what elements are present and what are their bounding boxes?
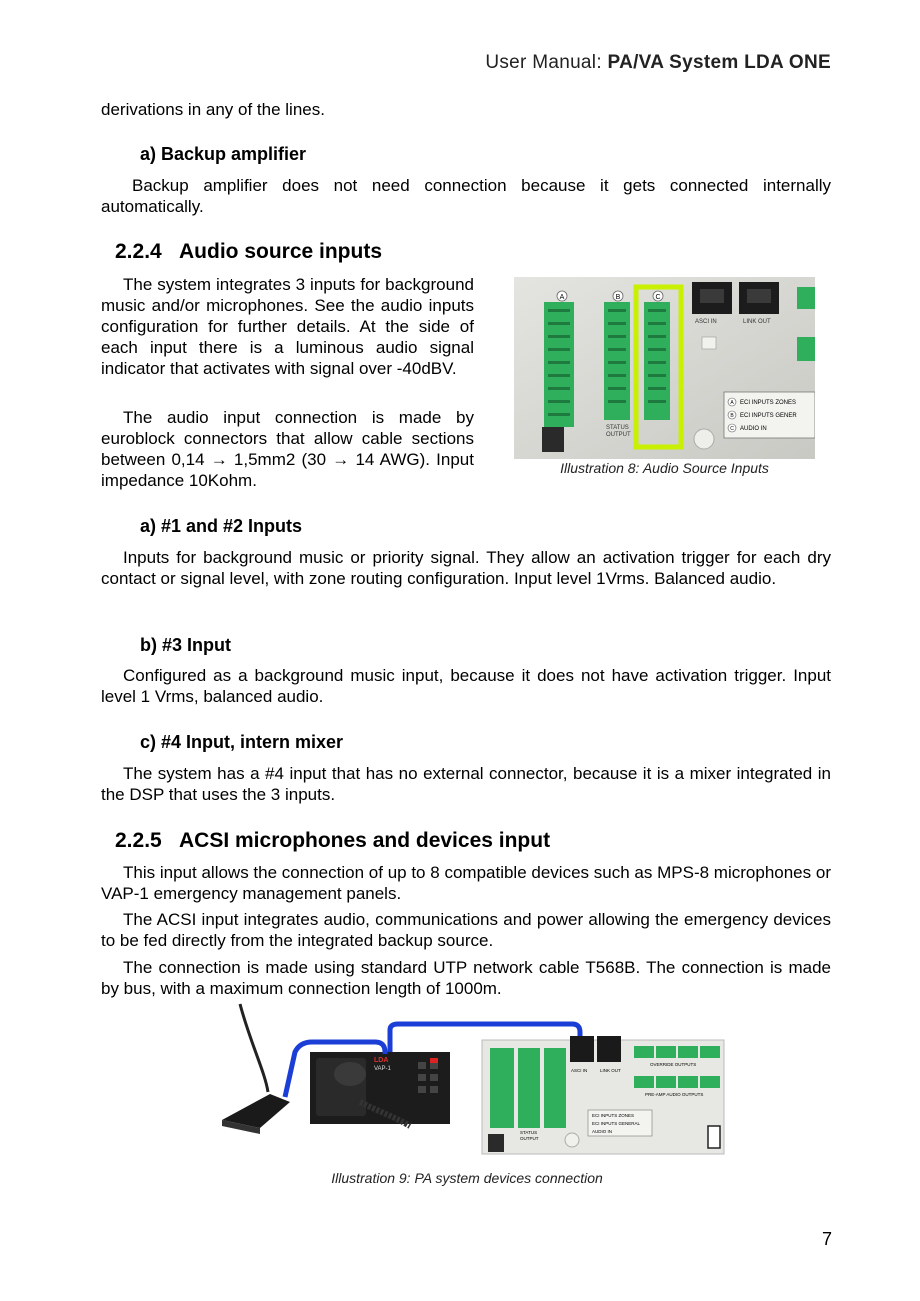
audio-source-inputs-photo [514,277,815,459]
link-out-label: LINK OUT [743,319,771,325]
legend-b-9: ECI INPUTS GENERAL [592,1121,641,1126]
override-label: OVERRIDE OUTPUTS [650,1062,697,1067]
asci-in-label: ASCI IN [695,319,717,325]
backup-heading: a) Backup amplifier [140,144,307,164]
acsi-para-2: The ACSI input integrates audio, communications and power allowing the emergency devices to be fed directly from the integrated backup source. [101,910,831,950]
output-label: OUTPUT [606,432,631,438]
svg-text:C: C [730,426,734,432]
col-b-label: B [615,294,621,301]
legend-c-9: AUDIO IN [592,1129,613,1134]
legend-b: ECI INPUTS GENER [740,413,797,419]
intro-line: derivations in any of the lines. [101,100,325,119]
vap-model: VAP-1 [374,1066,391,1072]
link-out-label-9: LINK OUT [600,1068,621,1073]
col-c-label: C [655,294,661,301]
acsi-para-1: This input allows the connection of up to 8 compatible devices such as MPS-8 microphones or VAP-1 emergency management panels. [101,863,831,903]
status-label: STATUS [606,425,629,431]
running-header [485,52,831,74]
svg-text:B: B [730,413,734,419]
svg-text:A: A [730,400,734,406]
section-2-2-5-heading [115,829,550,853]
section-title: ACSI microphones and devices input [179,829,551,852]
page-number: 7 [821,1229,832,1249]
input-3-heading: b) #3 Input [140,635,231,655]
legend-c: AUDIO IN [740,426,767,432]
audio-inputs-para-1: The system integrates 3 inputs for background music and/or microphones. See the audio inputs configuration for further details. At the side of each input there is a luminous audio signal indicator that activates with signal over -40dBV. [101,275,474,378]
section-number: 2.2.4 [115,240,162,263]
input-4-text: The system has a #4 input that has no external connector, because it is a mixer integrated in the DSP that uses the 3 inputs. [101,764,831,804]
status-label-9: STATUS [520,1130,538,1135]
legend-a: ECI INPUTS ZONES [740,400,797,406]
section-title: Audio source inputs [179,240,383,263]
acsi-para-3: The connection is made using standard UTP network cable T568B. The connection is made by bus, with a maximum connection length of 1000m. [101,958,831,998]
header-title: PA/VA System LDA ONE [607,52,831,73]
header-label: User Manual: [485,52,602,73]
section-2-2-4-heading [115,240,382,264]
inputs-1-2-heading: a) #1 and #2 Inputs [140,516,303,536]
backup-text: Backup amplifier does not need connection because it gets connected internally automatically. [101,176,831,216]
gooseneck-microphone [240,1004,268,1092]
legend-a-9: ECI INPUTS ZONES [592,1113,635,1118]
col-a-label: A [559,294,565,301]
connector-block-a [544,302,574,427]
illustration-9-caption: Illustration 9: PA system devices connection [331,1170,603,1186]
input-4-heading: c) #4 Input, intern mixer [140,732,344,752]
output-label-9: OUTPUT [520,1136,539,1141]
illustration-8-caption: Illustration 8: Audio Source Inputs [560,460,769,476]
audio-inputs-para-2: The audio input connection is made by euroblock connectors that allow cable sections between 0,14 → 1,5mm2 (30 → 14 AWG). Input impedance 10Kohm. [101,408,474,490]
preamp-label: PRE-AMP AUDIO OUTPUTS [645,1092,704,1097]
section-number: 2.2.5 [115,829,162,852]
input-3-text: Configured as a background music input, because it does not have activation trigger. Input level 1 Vrms, balanced audio. [101,666,831,706]
inputs-1-2-text: Inputs for background music or priority signal. They allow an activation trigger for each dry contact or signal level, with zone routing configuration. Input level 1Vrms. Balanced audio. [101,548,831,588]
vap-brand: LDA [374,1057,389,1064]
asci-in-label-9: ASCI IN [571,1068,588,1073]
pa-devices-connection-photo [220,1002,726,1156]
